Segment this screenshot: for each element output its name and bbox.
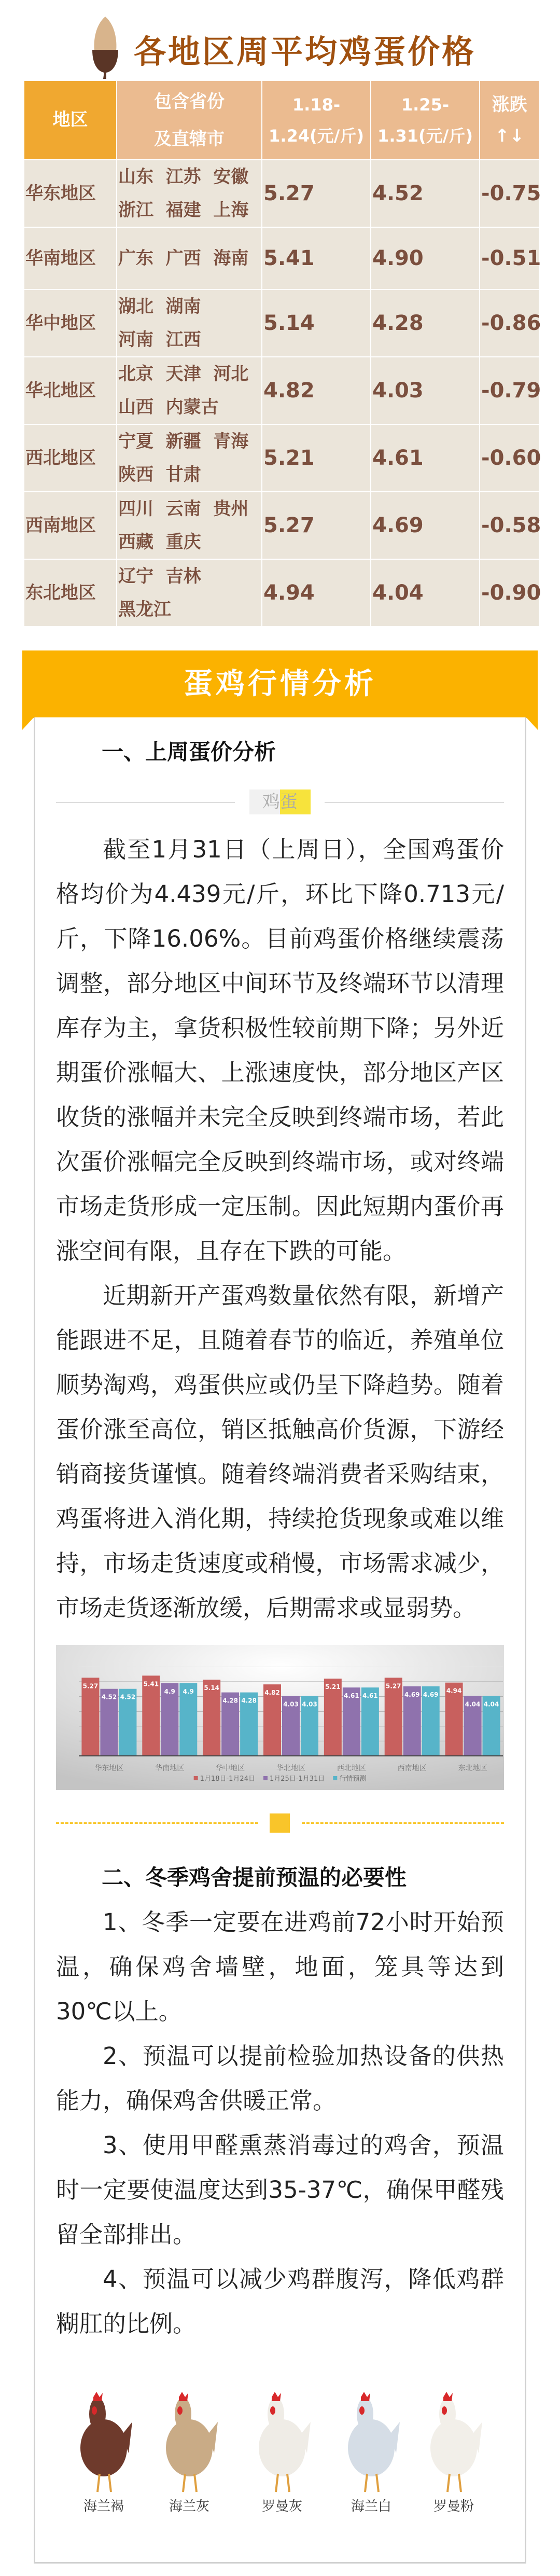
cell-change: -0.90: [480, 560, 539, 626]
column-header: [371, 81, 479, 159]
acorn-icon: [89, 15, 121, 79]
cell-provinces: [117, 560, 261, 626]
section2-paragraph-2: 2、预温可以提前检验加热设备的供热能力，确保鸡舍供暖正常。: [56, 2042, 504, 2114]
data-label: 4.69: [423, 1691, 439, 1698]
province-line: 山东 江苏 安徽: [118, 167, 249, 187]
header-label: 涨跌↑↓: [492, 94, 527, 146]
divider: [56, 802, 235, 803]
data-label: 5.14: [204, 1684, 219, 1692]
chicken-icon: [417, 2386, 490, 2495]
price-bar-chart: [56, 1645, 504, 1790]
data-label: 5.27: [385, 1682, 401, 1690]
cell-region: 东北地区: [24, 560, 116, 626]
data-label: 4.03: [302, 1700, 317, 1708]
province-line: 辽宁 吉林: [118, 566, 201, 587]
breed-label: 海兰灰: [169, 2499, 209, 2514]
cell-w1: 5.27: [262, 160, 370, 227]
cell-region: 华中地区: [24, 290, 116, 356]
x-tick-label: 华中地区: [216, 1764, 245, 1772]
table-header-row: [24, 81, 539, 159]
data-label: 4.28: [241, 1697, 257, 1705]
cell-w2: 4.90: [371, 228, 479, 289]
section-divider: [56, 1813, 504, 1833]
cell-w1: 4.82: [262, 357, 370, 424]
table-row: [24, 228, 539, 289]
cell-w1: 5.14: [262, 290, 370, 356]
province-line: 宁夏 新疆 青海: [118, 431, 249, 452]
data-label: 4.52: [120, 1693, 136, 1701]
column-header: [24, 81, 116, 159]
header-label: 1.18-1.24(元/斤): [269, 94, 364, 146]
cell-region: 华东地区: [24, 160, 116, 227]
cell-change: -0.58: [480, 492, 539, 559]
cell-provinces: [117, 425, 261, 491]
province-line: 湖北 湖南: [118, 296, 201, 317]
cell-w1: 5.27: [262, 492, 370, 559]
province-line: 西藏 重庆: [118, 532, 201, 552]
table-row: [24, 425, 539, 491]
data-label: 4.04: [465, 1700, 481, 1708]
data-label: 5.21: [325, 1683, 341, 1691]
banner-fold-left: [22, 717, 34, 730]
cell-region: 华北地区: [24, 357, 116, 424]
breed-gallery: [56, 2386, 504, 2520]
data-label: 4.61: [362, 1692, 378, 1700]
data-label: 4.52: [101, 1693, 117, 1701]
legend-label: 行情预测: [339, 1775, 367, 1783]
header-line: 及直辖市: [154, 128, 225, 149]
section2-paragraph-3: 3、使用甲醛熏蒸消毒过的鸡舍，预温时一定要使温度达到35-37℃，确保甲醛残留全部排出。: [56, 2131, 504, 2248]
cell-region: 西北地区: [24, 425, 116, 491]
dashed-divider-right: [302, 1822, 504, 1824]
header-line: 地区: [52, 109, 88, 130]
province-line: 陕西 甘肃: [118, 464, 201, 485]
cell-region: 西南地区: [24, 492, 116, 559]
data-label: 4.04: [483, 1700, 499, 1708]
divider: [325, 802, 504, 803]
cell-provinces: [117, 290, 261, 356]
data-label: 4.61: [344, 1692, 359, 1700]
breed-label: 罗曼粉: [433, 2499, 474, 2514]
cell-change: -0.75: [480, 160, 539, 227]
breed-label: 罗曼灰: [261, 2499, 302, 2514]
cell-w2: 4.61: [371, 425, 479, 491]
chicken-icon: [153, 2386, 226, 2495]
cell-w2: 4.28: [371, 290, 479, 356]
province-line: 山西 内蒙古: [118, 397, 219, 418]
cell-w1: 5.21: [262, 425, 370, 491]
province-line: 北京 天津 河北: [118, 364, 249, 384]
section2-paragraph-1: 1、冬季一定要在进鸡前72小时开始预温，确保鸡舍墙壁，地面，笼具等达到30℃以上。: [56, 1908, 504, 2025]
section-banner: 蛋鸡行情分析: [22, 650, 538, 718]
table-row: [24, 160, 539, 227]
data-label: 5.41: [143, 1680, 159, 1688]
section1-paragraph-2: 近期新开产蛋鸡数量依然有限，新增产能跟进不足，且随着春节的临近，养殖单位顺势淘鸡，鸡蛋供应或仍呈下降趋势。随着蛋价涨至高位，销区抵触高价货源，下游经销商接货谨慎。随着终端消费者采购结束，鸡蛋将进入消化期，持续抢货现象或难以维持，市场走货速度或稍慢，市场需求减少，市场走货逐渐放缓，后期需求或显弱势。: [56, 1282, 504, 1622]
tag-label: 鸡蛋: [249, 790, 311, 814]
data-label: 4.94: [446, 1687, 462, 1695]
dashed-divider-left: [56, 1822, 258, 1824]
cell-w2: 4.52: [371, 160, 479, 227]
chicken-image: [417, 2386, 490, 2500]
column-header: [480, 81, 539, 159]
chicken-image: [335, 2386, 408, 2500]
data-label: 4.9: [183, 1687, 194, 1695]
section1-heading: 一、上周蛋价分析: [102, 739, 276, 765]
banner-fold-right: [526, 717, 538, 730]
chicken-image: [67, 2386, 140, 2500]
cell-provinces: [117, 160, 261, 227]
cell-w2: 4.04: [371, 560, 479, 626]
legend-label: 1月25日-1月31日: [269, 1775, 325, 1783]
table-row: [24, 357, 539, 424]
chicken-icon: [246, 2386, 318, 2495]
cell-provinces: [117, 357, 261, 424]
data-label: 4.82: [264, 1689, 280, 1697]
column-header: [117, 81, 261, 159]
section1-paragraph-1: 截至1月31日（上周日），全国鸡蛋价格均价为4.439元/斤，环比下降0.713元/斤，下降16.06%。目前鸡蛋价格继续震荡调整，部分地区中间环节及终端环节以清理库存为主，拿货积极性较前期下降；另外近期蛋价涨幅大、上涨速度快，部分地区产区收货的涨幅并未完全反映到终端市场，若此次蛋价涨幅完全反映到终端市场，或对终端市场走货形成一定压制。因此短期内蛋价再涨空间有限，且存在下跌的可能。: [56, 836, 504, 1265]
cell-provinces: [117, 492, 261, 559]
header-line: 包含省份: [154, 91, 225, 112]
x-tick-label: 华北地区: [276, 1764, 305, 1772]
column-header: [262, 81, 370, 159]
cell-change: -0.60: [480, 425, 539, 491]
data-label: 4.69: [404, 1691, 420, 1698]
price-table: [23, 80, 540, 627]
divider-square: [270, 1813, 290, 1833]
page-title-block: [0, 15, 560, 82]
table-row: [24, 492, 539, 559]
x-tick-label: 华东地区: [94, 1764, 124, 1772]
chicken-image: [246, 2386, 318, 2500]
x-tick-label: 西北地区: [337, 1764, 366, 1772]
cell-w2: 4.03: [371, 357, 479, 424]
chicken-image: [153, 2386, 226, 2500]
data-label: 5.27: [82, 1682, 99, 1690]
section2-paragraph-4: 4、预温可以减少鸡群腹泻，降低鸡群糊肛的比例。: [56, 2265, 504, 2337]
header-label: 1.25-1.31(元/斤): [377, 94, 473, 146]
province-line: 浙江 福建 上海: [118, 200, 249, 220]
chicken-icon: [335, 2386, 408, 2495]
analysis-card: [34, 717, 526, 2564]
breed-label: 海兰褐: [83, 2499, 124, 2514]
cell-provinces: [117, 228, 261, 289]
province-line: 广东 广西 海南: [118, 248, 249, 269]
data-label: 4.03: [283, 1700, 299, 1708]
legend-swatch: [333, 1776, 337, 1780]
bar: [142, 1675, 160, 1756]
chicken-icon: [67, 2386, 140, 2495]
x-tick-label: 华南地区: [155, 1764, 185, 1772]
legend-swatch: [263, 1776, 268, 1780]
page-title: 各地区周平均鸡蛋价格: [134, 33, 477, 71]
legend-swatch: [194, 1776, 198, 1780]
x-tick-label: 东北地区: [458, 1764, 487, 1772]
tag-row: [56, 790, 504, 814]
table-row: [24, 290, 539, 356]
section2-heading: 二、冬季鸡舍提前预温的必要性: [102, 1865, 407, 1890]
province-line: 黑龙江: [118, 599, 171, 620]
cell-change: -0.86: [480, 290, 539, 356]
data-label: 4.28: [222, 1697, 238, 1705]
province-line: 河南 江西: [118, 329, 201, 350]
breed-label: 海兰白: [351, 2499, 391, 2514]
table-row: [24, 560, 539, 626]
cell-change: -0.79: [480, 357, 539, 424]
x-tick-label: 西南地区: [397, 1764, 427, 1772]
data-label: 4.9: [164, 1687, 175, 1695]
cell-region: 华南地区: [24, 228, 116, 289]
cell-w2: 4.69: [371, 492, 479, 559]
legend-label: 1月18日-1月24日: [200, 1775, 255, 1783]
cell-w1: 4.94: [262, 560, 370, 626]
province-line: 四川 云南 贵州: [118, 498, 249, 519]
cell-change: -0.51: [480, 228, 539, 289]
cell-w1: 5.41: [262, 228, 370, 289]
